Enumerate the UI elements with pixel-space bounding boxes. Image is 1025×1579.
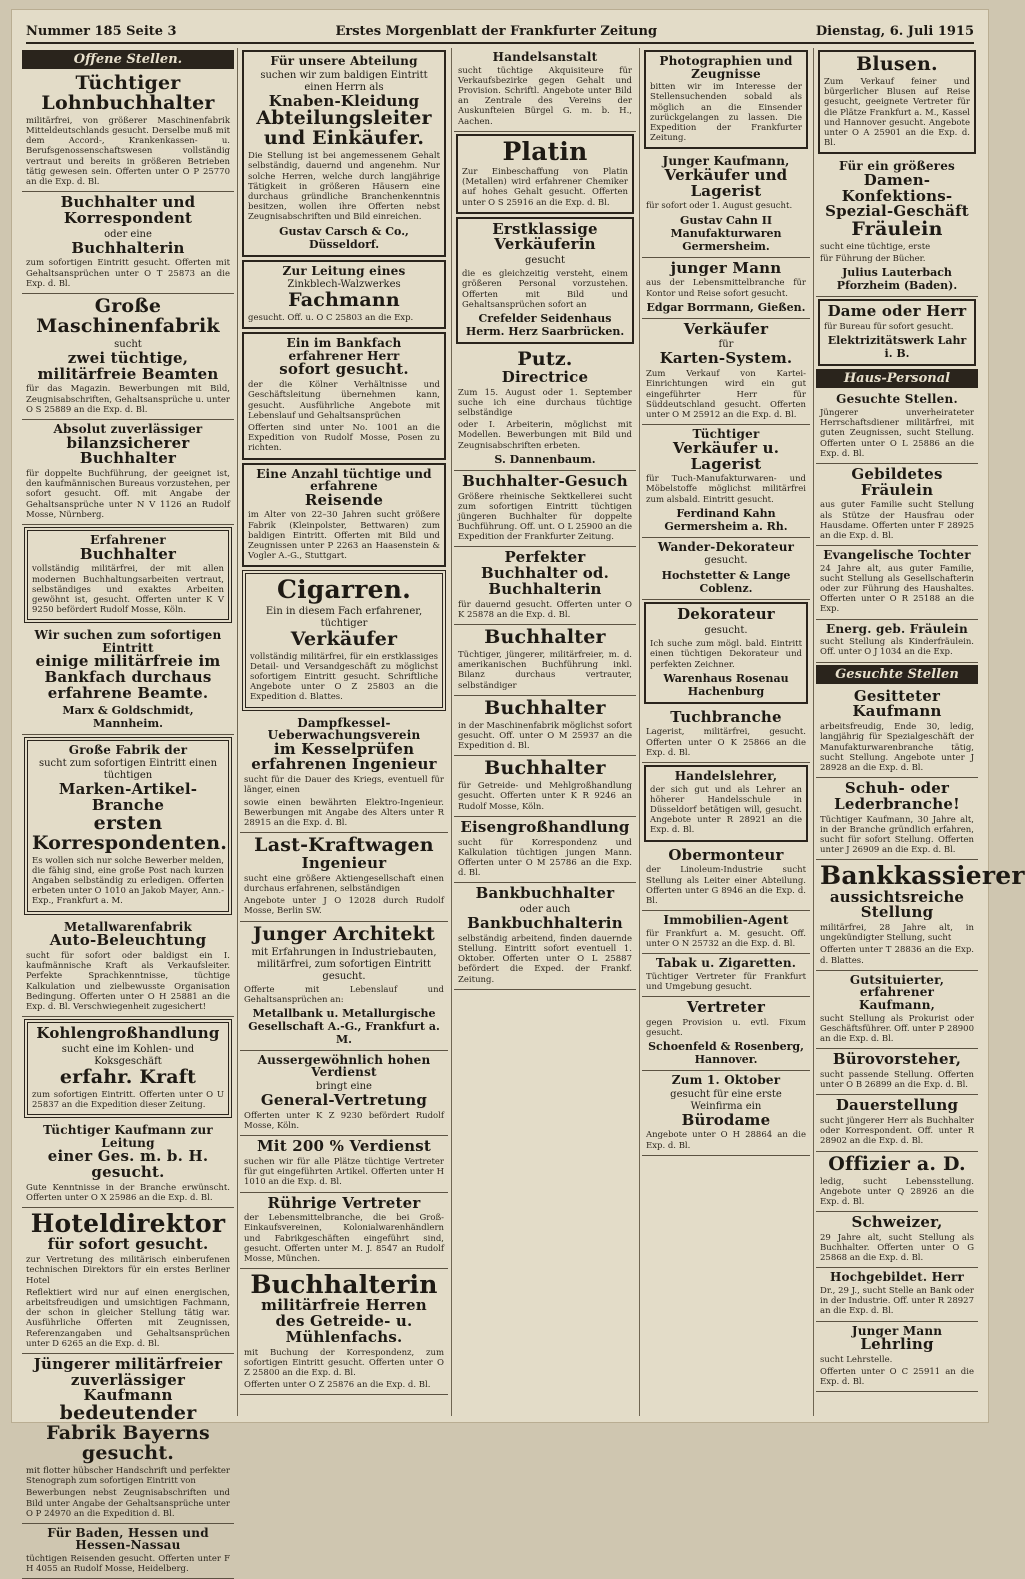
ad-headline: Für ein größeres	[838, 159, 955, 174]
ad-body-text: für sofort oder 1. August gesucht.	[646, 201, 793, 212]
ad-headline-tertiary: bedeutender Fabrik Bayerns gesucht.	[46, 1402, 210, 1464]
ad-headline-secondary: einige militärfreie im Bankfach durchaus erfahrene Beamte.	[35, 652, 221, 702]
ad-headline-secondary: Marken-Artikel-Branche	[58, 780, 198, 815]
classified-ad	[22, 918, 234, 1017]
ad-headline: Eisengroßhandlung	[460, 817, 630, 836]
ad-headline: Tüchtiger Kaufmann zur Leitung	[43, 1123, 213, 1150]
classified-ad	[454, 883, 636, 989]
classified-ad	[240, 714, 448, 834]
classified-ad	[816, 546, 978, 620]
classified-ad	[454, 696, 636, 757]
ad-body-text: Offerten sind unter No. 1001 an die Expedition von Rudolf Mosse, Posen zu richten.	[248, 422, 440, 454]
ad-headline: Zum 1. Oktober	[671, 1073, 781, 1088]
ad-body-text: der Linoleum-Industrie sucht Stellung als Leiter einer Abteilung. Offerten unter G 8946 an die Exp. d. Bl.	[646, 865, 806, 906]
ad-body-text: suchen wir für alle Plätze tüchtige Vertreter für gut eingeführten Artikel. Offerten unter H 1010 an die Exp. d. Bl.	[244, 1156, 444, 1188]
ad-headline: Evangelische Tochter	[823, 548, 971, 563]
ad-headline: Für Baden, Hessen und Hessen-Nassau	[47, 1525, 209, 1553]
ad-body-text: der Lebensmittelbranche, die bei Groß-Einkaufsvereinen, Kolonialwarenhändlern und Fabrikgeschäften eingeführt sind, gesucht. Offerten unter M. J. 8547 an Rudolf Mosse, München.	[244, 1213, 444, 1264]
classified-ad	[818, 299, 976, 366]
ad-headline: Große Fabrik der	[68, 742, 188, 757]
column-rule	[813, 48, 814, 1416]
ad-body-text: Tüchtiger, jüngerer, militärfreier, m. d. amerikanischen Buchführung inkl. Bilanz durchaus vertrauter, selbständiger	[458, 650, 632, 691]
section-banner: Haus-Personal	[816, 369, 978, 388]
ad-headline: Absolut zuverlässiger	[53, 421, 203, 436]
ad-body-text: sucht eine tüchtige, erste	[820, 242, 931, 253]
classified-ad	[454, 48, 636, 132]
ad-headline-secondary: Verkäufer u. Lagerist	[672, 438, 780, 473]
column-1	[22, 48, 234, 1575]
classified-ad	[22, 420, 234, 525]
column-rule	[237, 48, 238, 1416]
classified-ad	[642, 997, 810, 1071]
ad-headline-secondary: Verkäufer und Lagerist	[664, 165, 788, 200]
classified-ad	[816, 157, 978, 297]
ad-headline-secondary: aussichtsreiche Stellung	[829, 887, 965, 922]
classified-ad	[22, 192, 234, 294]
ad-headline: Buchhalter-Gesuch	[462, 471, 628, 490]
classified-ad	[240, 1269, 448, 1395]
ad-headline: Wir suchen zum sofortigen Eintritt	[34, 628, 222, 655]
classified-ad	[644, 765, 808, 842]
ad-headline: Energ. geb. Fräulein	[826, 621, 968, 636]
classified-ad	[642, 425, 810, 538]
ad-headline: Buchhalter	[484, 696, 606, 719]
ad-body-text: für dauernd gesucht. Offerten unter O K 25878 an die Exp. d. Bl.	[458, 599, 632, 620]
section-banner: Gesuchte Stellen	[816, 665, 978, 684]
classified-ad	[816, 1322, 978, 1393]
ad-headline: Zur Leitung eines	[282, 263, 406, 278]
ad-body-text: für Getreide- und Mehlgroßhandlung gesucht. Offerten unter K R 9246 an Rudolf Mosse, Köln.	[458, 781, 632, 812]
ad-body-text: die es gleichzeitig versteht, einem größeren Personal vorzustehen. Offerten mit Bild und Gehaltsansprüchen sofort an	[462, 269, 628, 310]
ad-body-text: Ich suche zum mögl. bald. Eintritt einen tüchtigen Dekorateur und perfekten Zeichner.	[650, 639, 802, 670]
classified-ad	[642, 1071, 810, 1156]
ad-body-text: sucht tüchtige Akquisiteure für Verkaufsbezirke gegen Gehalt und Provision. Schriftl. Angebote unter Bild an Zentrale des Vereins der Auskunfteien Bürgel G. m. b. H., Aachen.	[458, 65, 632, 127]
ad-body-text: Reflektiert wird nur auf einen energischen, arbeitsfreudigen und umsichtigen Fachmann, der schon in gleicher Stellung tätig war. Ausführliche Offerten mit Zeugnissen, Referenzangaben und Gehaltsansprüchen unter D 6265 an die Exp. d. Bl.	[26, 1287, 230, 1349]
ad-headline: Junger Kaufmann,	[662, 154, 790, 169]
ad-company: Julius Lauterbach Pforzheim (Baden).	[836, 266, 958, 293]
ad-company: Edgar Borrmann, Gießen.	[646, 300, 806, 314]
ad-headline: Tüchtiger	[692, 427, 760, 442]
ad-subline: Ein in diesem Fach erfahrener, tüchtiger	[265, 605, 423, 629]
classified-ad	[24, 527, 232, 623]
ad-body-text: sucht jüngerer Herr als Buchhalter oder Korrespondent. Off. unter R 28902 an die Exp. d. Bl.	[820, 1116, 974, 1147]
ad-company: Gustav Cahn II Manufakturwaren Germersheim.	[670, 213, 782, 253]
classified-ad	[642, 538, 810, 601]
classified-ad	[642, 845, 810, 912]
ad-company: S. Dannenbaum.	[494, 452, 596, 466]
ad-headline: Buchhalter	[484, 626, 606, 649]
ad-headline-tertiary: Verkäufer	[290, 627, 398, 650]
ad-headline: Gebildetes Fräulein	[851, 464, 943, 499]
classified-ad	[816, 1212, 978, 1268]
ad-subline: für	[718, 339, 734, 351]
ad-body-text: gegen Provision u. evtl. Fixum gesucht.	[646, 1017, 806, 1038]
ad-body-text: Tüchtiger Vertreter für Frankfurt und Umgebung gesucht.	[646, 971, 806, 992]
classified-ad	[642, 954, 810, 997]
ad-company: Ferdinand Kahn Germersheim a. Rh.	[664, 506, 788, 533]
ad-subline: sucht eine im Kohlen- und Koksgeschäft	[61, 1043, 195, 1067]
ad-headline: Perfekter Buchhalter od. Buchhalterin	[480, 548, 610, 598]
ad-headline-secondary: Bankbuchhalterin	[467, 914, 623, 933]
ad-headline: Aussergewöhnlich hohen Verdienst	[257, 1052, 431, 1080]
ad-body-text: Dr., 29 J., sucht Stelle an Bank oder in der Industrie. Off. unter R 28927 an die Exp. d. Bl.	[820, 1286, 974, 1317]
ad-body-text: sucht Lehrstelle.	[820, 1354, 893, 1365]
ad-headline-secondary: militärfreie Herren des Getreide- u. Mühlenfachs.	[261, 1296, 427, 1346]
ad-subline: gesucht	[525, 255, 565, 267]
page-number: Nummer 185 Seite 3	[26, 24, 177, 39]
classified-ad	[456, 217, 634, 344]
ad-body-text: zur Vertretung des militärisch einberufenen technischen Direktors für ein erstes Berliner Hotel	[26, 1255, 230, 1286]
ad-headline: junger Mann	[670, 258, 782, 277]
ad-body-text: Tüchtiger Kaufmann, 30 Jahre alt, in der Branche gründlich erfahren, sucht für sofort Stellung. Offerten unter J 26909 an die Exp. d. Bl.	[820, 814, 974, 856]
classified-ad	[22, 1354, 234, 1524]
ad-body-text: Jüngerer unverheirateter Herrschaftsdiener militärfrei, mit guten Zeugnissen, sucht Stellung. Offerten unter O L 25886 an die Exp. d. Bl.	[820, 407, 974, 459]
ad-headline: Dame oder Herr	[827, 302, 967, 321]
ad-headline: Immobilien-Agent	[663, 913, 789, 928]
classified-ad	[816, 464, 978, 546]
ad-headline: Bürovorsteher,	[832, 1050, 962, 1069]
classified-ad	[454, 817, 636, 884]
ad-company: Metallbank u. Metallurgische Gesellschaft A.-G., Frankfurt a. M.	[248, 1006, 440, 1046]
ad-body-text: zum sofortigen Eintritt gesucht. Offerten mit Gehaltsansprüchen unter O T 25873 an die Exp. d. Bl.	[26, 258, 230, 289]
ad-subline: sucht	[114, 338, 142, 350]
ad-headline-secondary: General-Vertretung	[260, 1091, 428, 1110]
ad-headline-tertiary: ersten Korrespondenten.	[32, 811, 228, 854]
ad-subline: gesucht.	[704, 555, 748, 567]
ad-headline-secondary: Bürodame	[681, 1110, 771, 1129]
classified-ad	[22, 71, 234, 192]
classified-ad	[454, 347, 636, 471]
ad-subline: gesucht.	[704, 625, 748, 637]
classified-ad	[22, 626, 234, 734]
ad-headline-secondary: für sofort gesucht.	[47, 1235, 209, 1254]
ad-body-text: zum sofortigen Eintritt. Offerten unter O U 25837 an die Expedition dieser Zeitung.	[32, 1089, 224, 1110]
paper-title: Erstes Morgenblatt der Frankfurter Zeitung	[335, 24, 658, 39]
ad-company: Elektrizitätswerk Lahr i. B.	[827, 334, 967, 361]
ad-body-text: der die Kölner Verhältnisse und Geschäftsleitung übernehmen kann, gesucht. Ausführliche Angebote mit Lebenslauf und Gehaltsansprüchen	[248, 380, 440, 421]
ad-headline: Schweizer,	[851, 1213, 943, 1232]
ad-headline: Junger Architekt	[253, 922, 435, 945]
ad-headline: Metallwarenfabrik	[63, 919, 193, 934]
ad-body-text: sucht für die Dauer des Kriegs, eventuell für länger, einen	[244, 775, 444, 796]
ad-body-text: mit Buchung der Korrespondenz, zum sofortigen Eintritt gesucht. Offerten unter O Z 25800 an die Exp. d. Bl.	[244, 1347, 444, 1379]
ad-body-text: tüchtigen Reisenden gesucht. Offerten unter F H 4055 an Rudolf Mosse, Heidelberg.	[26, 1554, 230, 1575]
ad-body-text: sucht Stellung als Kinderfräulein. Off. unter O J 1034 an die Exp.	[820, 637, 974, 658]
classified-ad	[240, 1051, 448, 1136]
classified-ad	[818, 50, 976, 154]
ad-headline: Verkäufer	[683, 319, 769, 338]
ad-headline: Hochgebildet. Herr	[829, 1270, 965, 1285]
section-banner: Offene Stellen.	[22, 50, 234, 69]
classified-ad	[454, 547, 636, 625]
ad-subline: oder auch	[519, 904, 571, 916]
ad-headline-tertiary: erfahr. Kraft	[59, 1065, 197, 1088]
ad-headline: Schuh- oder Lederbranche!	[834, 779, 960, 813]
ad-headline: Erfahrener	[90, 532, 166, 547]
classified-ad	[456, 134, 634, 214]
ad-subline: bringt eine	[316, 1081, 372, 1093]
ad-body-text: Gute Kenntnisse in der Branche erwünscht. Offerten unter O X 25986 an die Exp. d. Bl.	[26, 1182, 230, 1203]
ad-headline-secondary: Karten-System.	[659, 349, 793, 368]
ad-headline: Handelsanstalt	[492, 50, 598, 64]
ad-body-text: Offerten unter T 28836 an die Exp. d. Blattes.	[820, 945, 974, 966]
classified-ad	[240, 1193, 448, 1270]
ad-headline: Ein im Bankfach erfahrener Herr	[286, 336, 402, 363]
classified-ad	[816, 1152, 978, 1213]
ad-body-text: in der Maschinenfabrik möglichst sofort gesucht. Off. unter O M 25937 an die Expedition d. Bl.	[458, 720, 632, 752]
ad-headline-tertiary: Fachmann	[288, 289, 400, 312]
classified-ad	[642, 258, 810, 319]
ad-headline: Wander-Dekorateur	[657, 539, 795, 554]
ad-headline-secondary: zwei tüchtige, militärfreie Beamten	[37, 348, 219, 383]
classified-ad	[816, 1049, 978, 1095]
ad-body-text: Offerten unter O C 25911 an die Exp. d. Bl.	[820, 1367, 974, 1388]
column-5	[816, 48, 1025, 1416]
ad-headline: Putz.	[517, 347, 573, 370]
issue-date: Dienstag, 6. Juli 1915	[815, 24, 974, 39]
classified-ad	[642, 152, 810, 257]
ad-headline-tertiary: Fräulein	[851, 218, 943, 241]
ad-body-text: für doppelte Buchführung, der geeignet ist, den kaufmännischen Bureaus vorzustehen, per sofort gesucht. Off. mit Angabe der Gehaltsansprüche unter N V 1126 an Rudolf Mosse, Nürnberg.	[26, 469, 230, 520]
classified-ad	[22, 1121, 234, 1208]
ad-headline: Buchhalter	[484, 757, 606, 780]
ad-subline: sucht zum sofortigen Eintritt einen tüchtigen	[38, 758, 218, 782]
ad-body-text: Offerten unter K Z 9230 befördert Rudolf Mosse, Köln.	[244, 1110, 444, 1131]
ad-body-text: sucht für sofort oder baldigst ein I. kaufmännische Kraft als Verkaufsleiter. Perfekte Sprachkenntnisse, tüchtige Kalkulation und zielbewusste Organisation Bedingung. Offerten unter O H 25881 an die Exp. d. Bl. Verschwiegenheit zugesichert!	[26, 950, 230, 1012]
ad-headline-secondary: Knaben-Kleidung	[268, 91, 420, 110]
classified-ad	[816, 686, 978, 778]
ad-headline: Offizier a. D.	[828, 1152, 966, 1175]
classified-ad	[22, 1524, 234, 1579]
column-3	[454, 48, 636, 1416]
ad-headline: Jüngerer militärfreier	[33, 1354, 223, 1373]
ad-body-text: militärfrei, 28 Jahre alt, in ungekündigter Stellung, sucht	[820, 923, 974, 944]
ad-headline: Blusen.	[856, 53, 938, 75]
classified-ad	[240, 833, 448, 921]
classified-ad	[642, 911, 810, 954]
ad-headline: Gesuchte Stellen.	[836, 392, 958, 407]
ad-body-text: Die Stellung ist bei angemessenem Gehalt selbständig, dauernd und angenehm. Nur solche Herren, welche durch langjährige Tätigkeit in größeren Häusern eine durchaus gründliche Branchenkenntnis besitzen, wollen ihre Offerten nebst Zeugnisabschriften und Bild einreichen.	[248, 151, 440, 223]
ad-subline: suchen wir zum baldigen Eintritt einen Herrn als	[260, 69, 428, 93]
classified-ad	[816, 860, 1025, 971]
ad-body-text: ledig, sucht Lebensstellung. Angebote unter Q 28926 an die Exp. d. Bl.	[820, 1176, 974, 1207]
ad-headline: Buchhalterin	[250, 1270, 438, 1300]
ad-headline: Gutsituierter, erfahrener Kaufmann,	[849, 972, 945, 1012]
ad-headline: Erstklassige Verkäuferin	[492, 219, 598, 254]
ad-headline: Photographien und Zeugnisse	[659, 54, 793, 81]
classified-ad	[816, 1268, 978, 1321]
ad-body-text: selbständig arbeitend, finden dauernde Stellung. Eintritt sofort eventuell 1. Oktober. Offerten unter O L 25887 befördert die Exped. der Frankf. Zeitung.	[458, 933, 632, 985]
column-2	[240, 48, 448, 1416]
ad-headline: Dauerstellung	[835, 1096, 959, 1115]
ad-body-text: vollständig militärfrei, der mit allen modernen Buchhaltungsarbeiten vertraut, selbständiges und exaktes Arbeiten gewöhnt ist, gesucht. Offerten unter K V 9250 befördert Rudolf Mosse, Köln.	[32, 564, 224, 616]
column-rule	[451, 48, 452, 1416]
ad-body-text: bitten wir im Interesse der Stellensuchenden sobald als möglich an die Einsender zurückgelangen zu lassen. Die Expedition der Frankfurter Zeitung.	[650, 82, 802, 144]
ad-headline: Bankkassierer	[820, 861, 1025, 891]
classified-ad	[242, 260, 446, 330]
ad-headline: Gesitteter Kaufmann	[852, 686, 942, 721]
ad-company: Hochstetter & Lange Coblenz.	[661, 569, 791, 596]
ad-body-text: Angebote unter O H 28864 an die Exp. d. Bl.	[646, 1130, 806, 1151]
classified-ad	[240, 1136, 448, 1192]
ad-headline: Last-Kraftwagen	[254, 834, 434, 857]
classified-ad	[242, 50, 446, 257]
ad-headline: Große Maschinenfabrik	[36, 295, 220, 337]
ad-headline-secondary: Buchhalter	[79, 544, 177, 563]
ad-body-text: arbeitsfreudig, Ende 30, ledig, langjährig für Spezialgeschäft der Manufakturwarenbranche tätig, sucht Stellung. Angebote unter J 28928 an die Exp. d. Bl.	[820, 722, 974, 773]
ad-subline: oder eine	[104, 228, 152, 240]
ad-headline: Kohlengroßhandlung	[36, 1024, 220, 1043]
ad-headline: Hoteldirektor	[30, 1209, 226, 1239]
classified-ad	[816, 971, 978, 1049]
classified-ad	[816, 1095, 978, 1151]
classified-ad	[644, 602, 808, 703]
ad-headline: Tabak u. Zigaretten.	[655, 956, 797, 971]
ad-body-text: militärfrei, von größerer Maschinenfabrik Mitteldeutschlands gesucht. Derselbe muß mit dem Accord-, Krankenkassen- u. Berufsgenossenschaftswesen vollständig vertraut und bereits in größeren Betrieben tätig gewesen sein. Offerten unter O P 25770 an die Exp. d. Bl.	[26, 115, 230, 187]
ad-body-text: für Bureau für sofort gesucht.	[824, 322, 954, 333]
ad-body-text: sowie einen bewährten Elektro-Ingenieur. Bewerbungen mit Angabe des Alters unter R 28915 an die Exp. d. Bl.	[244, 797, 444, 828]
ad-headline: Für unsere Abteilung	[270, 54, 418, 68]
ad-body-text: Bewerbungen nebst Zeugnisabschriften und Bild unter Angabe der Gehaltsansprüche unter O P 24970 an die Expedition d. Bl.	[26, 1488, 230, 1519]
ad-body-text: Es wollen sich nur solche Bewerber melden, die fähig sind, eine große Post nach kurzen Angaben selbständig zu erledigen. Offerten erbeten unter O 1010 an Jakob Mayer, Ann.-Exp., Frankfurt a. M.	[32, 855, 224, 907]
classified-ad	[242, 463, 446, 568]
ad-headline-tertiary: Abteilungsleiter und Einkäufer.	[256, 107, 432, 150]
ad-headline: Obermonteur	[668, 845, 784, 864]
ad-headline-secondary: Buchhalterin	[71, 238, 185, 257]
ad-headline-secondary: zuverlässiger Kaufmann	[70, 1370, 186, 1405]
ad-body-text: sucht Stellung als Prokurist oder Geschäftsführer. Off. unter P 28900 an die Exp. d. Bl.	[820, 1013, 974, 1044]
ad-headline-secondary: Reisende	[304, 490, 384, 509]
ad-headline: Tuchbranche	[670, 707, 782, 726]
ad-subline: Zinkblech-Walzwerkes	[287, 279, 401, 291]
classified-ad	[644, 50, 808, 149]
ad-body-text: Offerten unter O Z 25876 an die Exp. d. Bl.	[244, 1380, 431, 1391]
ad-body-text: für Tuch-Manufakturwaren- und Möbelstoffe möglichst militärfrei zum alsbald. Eintritt gesucht.	[646, 474, 806, 505]
ad-headline: Rührige Vertreter	[267, 1193, 421, 1212]
ad-company: Marx & Goldschmidt, Mannheim.	[62, 703, 194, 730]
ad-headline: Mit 200 % Verdienst	[257, 1137, 431, 1156]
ad-headline: Platin	[502, 136, 588, 166]
column-4	[642, 48, 810, 1416]
ad-headline-secondary: Lehrling	[860, 1335, 934, 1354]
classified-ad	[816, 620, 978, 663]
ad-headline: Buchhalter und Korrespondent	[60, 193, 196, 227]
ad-headline-secondary: Directrice	[501, 367, 589, 386]
ad-headline: Junger Mann	[851, 1323, 943, 1338]
ad-company: Crefelder Seidenhaus Herm. Herz Saarbrücken.	[465, 311, 625, 338]
classified-ad	[22, 294, 234, 420]
ad-body-text: für das Magazin. Bewerbungen mit Bild, Zeugnisabschriften, Gehaltsansprüche u. unter O S 25889 an die Exp. d. Bl.	[26, 384, 230, 415]
ad-headline: Cigarren.	[276, 575, 411, 605]
ad-body-text: sucht für Korrespondenz und Kalkulation tüchtigen jungen Mann. Offerten unter O M 25786 an die Exp. d. Bl.	[458, 837, 632, 879]
ad-body-text: für Führung der Bücher.	[820, 254, 926, 265]
ad-headline-secondary: Damen-Konfektions-Spezial-Geschäft	[825, 170, 969, 221]
ad-headline-secondary: bilanzsicherer Buchhalter	[66, 433, 190, 468]
classified-ad	[642, 319, 810, 425]
classified-ad	[642, 707, 810, 763]
ad-headline: Vertreter	[686, 998, 766, 1016]
ad-body-text: 29 Jahre alt, sucht Stellung als Buchhalter. Offerten unter O G 25868 an die Exp. d. Bl.	[820, 1232, 974, 1264]
ad-body-text: Zum 15. August oder 1. September suche ich eine durchaus tüchtige selbständige	[458, 387, 632, 419]
classified-ad	[22, 1208, 234, 1354]
ad-subline: mit Erfahrungen in Industriebauten, militärfrei, zum sofortigen Eintritt gesucht.	[251, 946, 437, 982]
ad-headline-secondary: sofort gesucht.	[279, 360, 409, 379]
ad-body-text: oder I. Arbeiterin, möglichst mit Modellen. Bewerbungen mit Bild und Zeugnisabschriften erbeten.	[458, 420, 632, 451]
ad-headline: Bankbuchhalter	[475, 884, 615, 903]
ad-headline: Eine Anzahl tüchtige und erfahrene	[256, 466, 432, 494]
ad-headline-secondary: Auto-Beleuchtung	[49, 931, 207, 950]
ad-headline-secondary: Ingenieur	[301, 854, 387, 873]
classified-ad	[24, 1019, 232, 1118]
classified-ad	[816, 390, 978, 464]
ad-body-text: Angebote unter J O 12028 durch Rudolf Mosse, Berlin SW.	[244, 896, 444, 917]
classified-ad	[454, 471, 636, 548]
ad-body-text: Zur Einbeschaffung von Platin (Metallen) wird erfahrener Chemiker auf hohes Gehalt gesucht. Offerten unter O S 25916 an die Exp. d. Bl.	[462, 166, 628, 208]
classified-ad	[454, 625, 636, 696]
ad-company: Warenhaus Rosenau Hachenburg	[663, 671, 789, 698]
ad-body-text: der sich gut und als Lehrer an höherer Handelsschule in Düsseldorf betätigen will, gesucht. Angebote unter R 28921 an die Exp. d. Bl.	[650, 784, 802, 836]
ad-subline: gesucht für eine erste Weinfirma ein	[670, 1088, 782, 1112]
classified-ad	[240, 922, 448, 1051]
classified-ad	[242, 332, 446, 459]
ad-body-text: Offerte mit Lebenslauf und Gehaltsansprüchen an:	[244, 984, 444, 1005]
classified-ad	[24, 737, 232, 915]
ad-headline: Tüchtiger Lohnbuchhalter	[41, 72, 215, 114]
ad-headline-secondary: einer Ges. m. b. H. gesucht.	[47, 1147, 209, 1182]
ad-headline: Handelslehrer,	[674, 769, 778, 784]
ad-body-text: gesucht. Off. u. O C 25803 an die Exp.	[248, 313, 414, 324]
classified-ad	[816, 778, 978, 860]
classified-ad	[454, 756, 636, 817]
ad-body-text: aus guter Familie sucht Stellung als Stütze der Hausfrau oder Hausdame. Offerten unter F 28925 an die Exp. d. Bl.	[820, 500, 974, 541]
ad-body-text: für Frankfurt a. M. gesucht. Off. unter O N 25732 an die Exp. d. Bl.	[646, 928, 806, 949]
ad-body-text: Lagerist, militärfrei, gesucht. Offerten unter O K 25866 an die Exp. d. Bl.	[646, 727, 806, 758]
ad-body-text: Größere rheinische Sektkellerei sucht zum sofortigen Eintritt tüchtigen jüngeren Buchhalter für doppelte Buchführung. Off. unt. O L 25900 an die Expedition der Frankfurter Zeitung.	[458, 491, 632, 543]
ad-company: Gustav Carsch & Co., Düsseldorf.	[279, 224, 409, 251]
ad-company: Schoenfeld & Rosenberg, Hannover.	[648, 1040, 804, 1067]
ad-body-text: aus der Lebensmittelbranche für Kontor und Reise sofort gesucht.	[646, 278, 806, 299]
newspaper-page	[12, 10, 1025, 1575]
ad-headline: Dampfkessel-Ueberwachungsverein	[267, 715, 421, 743]
ad-body-text: sucht eine größere Aktiengesellschaft einen durchaus erfahrenen, selbständigen	[244, 873, 444, 894]
ad-headline: Dekorateur	[677, 605, 775, 624]
ad-body-text: Zum Verkauf feiner und bürgerlicher Blusen auf Reise gesucht, geeignete Vertreter für die Plätze Frankfurt a. M., Kassel und Hannover gesucht. Angebote unter O A 25901 an die Exp. d. Bl.	[824, 76, 970, 149]
ad-body-text: Zum Verkauf von Kartei-Einrichtungen wird ein gut eingeführter Herr für Süddeutschland gesucht. Offerten unter O M 25912 an die Exp. d. Bl.	[646, 369, 806, 420]
ad-body-text: 24 Jahre alt, aus guter Familie, sucht Stellung als Gesellschafterin oder zur Führung des Haushaltes. Offerten unter O R 25188 an die Exp.	[820, 563, 974, 615]
classified-ad	[242, 570, 446, 710]
ad-body-text: sucht passende Stellung. Offerten unter O B 26899 an die Exp. d. Bl.	[820, 1069, 974, 1091]
ad-body-text: im Alter von 22–30 Jahren sucht größere Fabrik (Kleinpolster, Bettwaren) zum baldigen Eintritt. Offerten mit Bild und Zeugnissen unter P 2263 an Haasenstein & Vogler A.-G., Stuttgart.	[248, 510, 440, 562]
ad-body-text: mit flotter hübscher Handschrift und perfekter Stenograph zum sofortigen Eintritt von	[26, 1465, 230, 1487]
masthead	[26, 18, 974, 44]
ad-headline-secondary: im Kesselprüfen erfahrenen Ingenieur	[251, 739, 437, 774]
column-rule	[639, 48, 640, 1416]
ad-body-text: vollständig militärfrei, für ein erstklassiges Detail- und Versandgeschäft zu möglichst sofortigem Eintritt gesucht. Schriftliche Angebote unter O Z 25803 an die Expedition d. Blattes.	[250, 651, 438, 703]
